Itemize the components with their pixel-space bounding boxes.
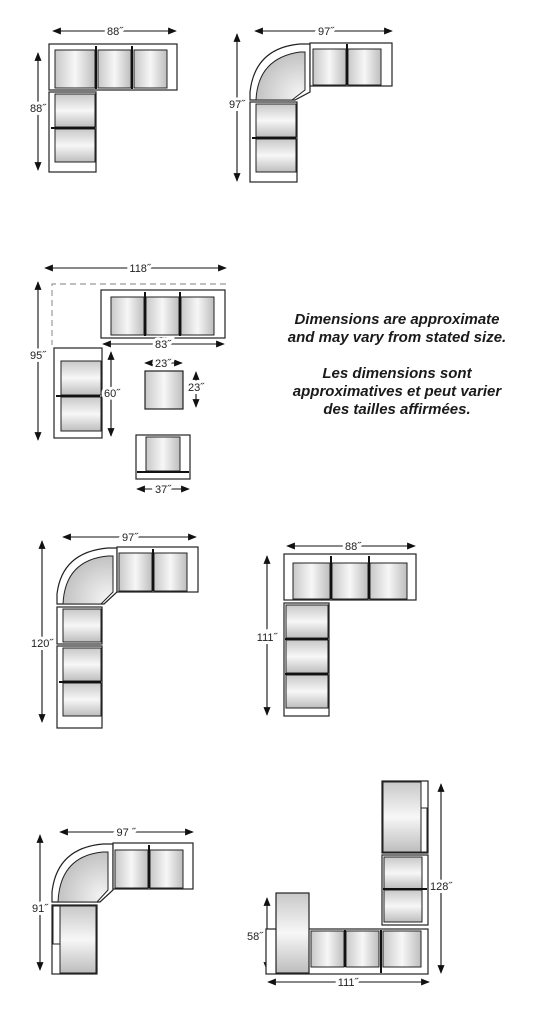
dimension-note-french bbox=[262, 365, 532, 419]
layout-7-chaise: 58˝ bbox=[247, 931, 263, 943]
note-en-line-1: Dimensions are approximate bbox=[294, 311, 500, 328]
layout-4 bbox=[31, 532, 198, 728]
layout-2-width: 97˝ bbox=[318, 26, 334, 38]
layout-3-chair: 37˝ bbox=[155, 484, 171, 496]
layout-2-depth: 97˝ bbox=[229, 99, 245, 111]
layout-7-depth: 128˝ bbox=[429, 881, 453, 893]
layout-3-width: 118˝ bbox=[129, 263, 151, 275]
layout-4-width: 97˝ bbox=[122, 532, 138, 544]
layout-1-depth: 88˝ bbox=[30, 103, 46, 115]
layout-5-depth: 111˝ bbox=[256, 632, 278, 644]
layout-5-width: 88˝ bbox=[345, 541, 361, 553]
layout-6 bbox=[32, 827, 193, 974]
note-fr-line-1: Les dimensions sont bbox=[322, 365, 472, 382]
layout-7 bbox=[247, 781, 453, 989]
layout-1-width: 88˝ bbox=[107, 26, 123, 38]
layout-3-ottoman-width: 23˝ bbox=[155, 358, 171, 370]
layout-3-ottoman-depth: 23˝ bbox=[188, 382, 204, 394]
ottoman bbox=[145, 371, 183, 409]
layout-6-depth: 91˝ bbox=[32, 903, 48, 915]
layout-3 bbox=[30, 263, 226, 496]
layout-7-width: 111˝ bbox=[337, 977, 359, 989]
layout-3-depth: 95˝ bbox=[30, 350, 46, 362]
dimension-note-english bbox=[262, 311, 532, 347]
layout-3-sofa: 83˝ bbox=[155, 339, 171, 351]
layout-1 bbox=[30, 26, 177, 172]
note-fr-line-2: approximatives et peut varier bbox=[292, 383, 502, 400]
layout-3-chaise: 60˝ bbox=[104, 388, 120, 400]
note-en-line-2: and may vary from stated size. bbox=[287, 329, 507, 346]
layout-4-depth: 120˝ bbox=[30, 638, 54, 650]
note-fr-line-3: des tailles affirmées. bbox=[323, 401, 471, 418]
layout-6-width: 97 ˝ bbox=[116, 827, 136, 839]
layout-2 bbox=[229, 26, 392, 182]
layout-5 bbox=[257, 541, 416, 716]
